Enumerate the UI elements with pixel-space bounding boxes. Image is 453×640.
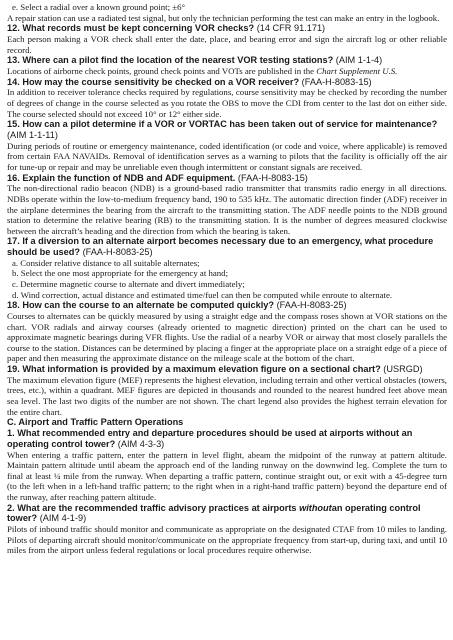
question-15-answer: During periods of routine or emergency maintenance, coded identification (or code and voice, where applicable) is removed from certain FAA NAVAIDs. Removal of identification serves as a warning to pilots that the facility is officially off the air for tune-up or repair and may be unreliable even though intermittent or constant signals are received. [7, 140, 447, 172]
list-item-e: e. Select a radial over a known ground point; ±6° [12, 2, 185, 12]
question-16-answer: The non-directional radio beacon (NDB) is a ground-based radio transmitter that transmits radio energy in all directions. NDBs operate within the low-to-medium frequency band, 190 to 535 kHz. The automatic direction finder (ADF) receiver in the airplane determines the bearing from the aircraft to the transmitting station. The ADF needle points to the NDB ground station to determine the relative bearing (RB) to the transmitting station. It is the number of degrees measured clockwise between the aircraft’s heading and the direction from which the bearing is taken. [7, 183, 447, 236]
question-19-title: 19. What information is provided by a maximum elevation figure on a sectional chart? [7, 364, 381, 375]
question-16-heading [7, 173, 447, 184]
question-17-title: 17. If a diversion to an alternate airport becomes necessary due to an emergency, what procedure should be used? [7, 236, 434, 258]
question-15-reference: (AIM 1-1-11) [7, 129, 58, 140]
section-question-2-title-end: an operating control tower? [7, 502, 421, 524]
question-13-answer [7, 66, 447, 77]
question-12-reference: (14 CFR 91.171) [256, 23, 326, 34]
question-15-heading [7, 119, 447, 141]
section-question-1-heading [7, 428, 447, 450]
intro-paragraph: A repair station can use a radiated test signal, but only the technician performing the test can make an entry in the logbook. [7, 12, 440, 23]
question-13-reference: (AIM 1-1-4) [335, 55, 383, 66]
question-14-title: 14. How may the course sensitivity be checked on a VOR receiver? [7, 76, 300, 87]
question-17-reference: (FAA-H-8083-25) [82, 247, 153, 258]
list-item: d. Wind correction, actual distance and estimated time/fuel can then be computed while enroute to alternate. [12, 289, 393, 300]
section-question-1-reference: (AIM 4-3-3) [117, 438, 165, 449]
question-18-answer: Courses to alternates can be quickly measured by using a straight edge and the compass roses shown at VOR stations on the chart. VOR radials and airway courses (already oriented to magnetic direction) printed on the chart can be used to approximate magnetic bearings during VFR flights. Use the radial of a nearby VOR or airway that most closely parallels the course to the station. Distances can be determined by placing a finger at the appropriate place on a straight edge of a piece of paper and then measuring the approximate distance on the mileage scale at the bottom of the chart. [7, 311, 447, 364]
question-17-heading [7, 236, 447, 258]
question-14-answer: In addition to receiver tolerance checks required by regulations, course sensitivity may be checked by recording the number of degrees of change in the course selected as you rotate the OBS to move the CDI from center to the last dot on either side. The course selected should not exceed 10° or 12° either side. [7, 87, 447, 119]
question-14-heading [7, 77, 447, 88]
question-12-answer: Each person making a VOR check shall enter the date, place, and bearing error and sign the aircraft log or other reliable record. [7, 33, 447, 55]
list-item: a. Consider relative distance to all suitable alternates; [12, 257, 200, 268]
question-18-reference: (FAA-H-8083-25) [276, 300, 347, 311]
question-18-title: 18. How can the course to an alternate be computed quickly? [7, 300, 275, 311]
question-12-heading [7, 23, 447, 34]
question-18-heading [7, 300, 447, 311]
question-19-answer: The maximum elevation figure (MEF) represents the highest elevation, including terrain and other vertical obstacles (towers, trees, etc.), within a quadrant. MEF figures are depicted in thousands and rounded to the nearest hundred feet above mean sea level. The last two digits of the number are not shown. The chart legend also provides the highest terrain elevation for the entire chart. [7, 374, 447, 417]
question-14-reference: (FAA-H-8083-15) [301, 76, 372, 87]
section-question-2-title-start: 2. What are the recommended traffic advisory practices at airports [7, 502, 300, 513]
question-15-title: 15. How can a pilot determine if a VOR or VORTAC has been taken out of service for maintenance? [7, 119, 438, 130]
question-13-answer-text: Locations of airborne check points, ground check points and VOTs are published in the [7, 65, 317, 76]
question-12-title: 12. What records must be kept concerning VOR checks? [7, 23, 255, 34]
question-13-heading [7, 55, 447, 66]
section-question-1-title: 1. What recommended entry and departure procedures should be used at airports without an operating control tower? [7, 427, 413, 449]
list-item: c. Determine magnetic course to alternate and divert immediately; [12, 279, 245, 290]
question-16-title: 16. Explain the function of NDB and ADF equipment. [7, 172, 236, 183]
question-16-reference: (FAA-H-8083-15) [237, 172, 308, 183]
section-heading: C. Airport and Traffic Pattern Operations [7, 417, 184, 428]
question-19-heading [7, 364, 447, 375]
section-question-2-emphasis: without [299, 502, 332, 513]
question-13-title: 13. Where can a pilot find the location of the nearest VOR testing stations? [7, 55, 334, 66]
list-item: b. Select the one most appropriate for the emergency at hand; [12, 268, 229, 279]
section-question-1-answer: When entering a traffic pattern, enter the pattern in level flight, abeam the midpoint of the runway at pattern altitude. Maintain pattern altitude until abeam the approach end of the landing runway on the downwind leg. Complete the turn to final at least ¼ mile from the runway. When departing a traffic pattern, continue straight out, or exit with a 45-degree turn (to the left when in a left-hand traffic pattern; to the right when in a right-hand traffic pattern) beyond the departure end of the runway, after reaching pattern altitude. [7, 449, 447, 502]
question-19-reference: (USRGD) [383, 364, 423, 375]
section-question-2-reference: (AIM 4-1-9) [39, 513, 87, 524]
chart-supplement-title: Chart Supplement U.S. [316, 65, 398, 76]
section-question-2-heading [7, 503, 447, 525]
section-question-2-answer: Pilots of inbound traffic should monitor and communicate as appropriate on the designated CTAF from 10 miles to landing. Pilots of departing aircraft should monitor/communicate on the appropriate frequency from start-up, during taxi, and until 10 miles from the airport unless federal regulations or local procedures require otherwise. [7, 524, 447, 556]
